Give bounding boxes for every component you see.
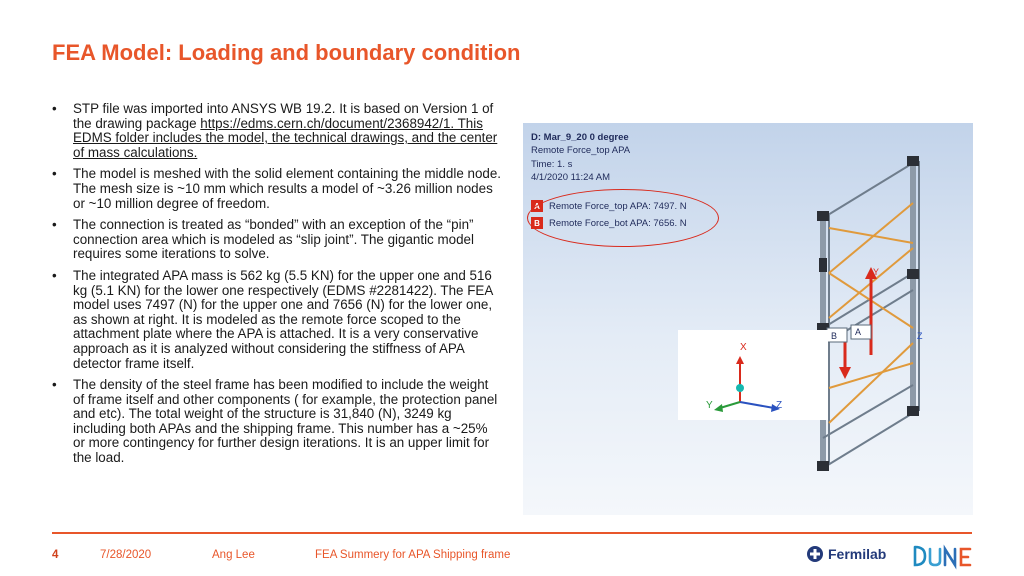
analysis-datetime: 4/1/2020 11:24 AM bbox=[531, 172, 611, 184]
footer-divider bbox=[52, 532, 972, 534]
legend-key-b: B bbox=[531, 217, 543, 229]
footer-title: FEA Summery for APA Shipping frame bbox=[315, 549, 511, 561]
model-label-b: B bbox=[831, 331, 838, 341]
fermilab-logo bbox=[806, 545, 886, 563]
fermilab-wordmark: Fermilab bbox=[828, 546, 887, 562]
bullet-item bbox=[52, 378, 502, 466]
bullet-text: STP file was imported into ANSYS WB 19.2. It is based on Version 1 of the drawing package bbox=[73, 101, 494, 131]
bullet-text: The density of the steel frame has been modified to include the weight of frame itself and other components ( for example, the protection panel and etc). The total weight of the structure is 31,840 (N), 3249 kg including both APAs and the shipping frame. This number has a ~25% or more contingency for further design iterations. It is an upper limit for the load. bbox=[73, 377, 498, 466]
dune-logo bbox=[912, 541, 974, 571]
legend-label-b: Remote Force_bot APA: 7656. N bbox=[549, 217, 687, 229]
model-label-y: Y bbox=[873, 267, 880, 277]
edms-link[interactable]: https://edms.cern.ch/document/2368942/1. This EDMS folder includes the model, the technical drawings, and the center of mass calculations. bbox=[73, 115, 498, 160]
model-label-a: A bbox=[855, 327, 862, 337]
model-label-z: Z bbox=[917, 331, 923, 341]
page-number: 4 bbox=[52, 549, 59, 561]
triad-y-label: Y bbox=[706, 400, 713, 411]
legend-label-a: Remote Force_top APA: 7497. N bbox=[549, 200, 687, 212]
triad-z-label: Z bbox=[776, 400, 783, 411]
analysis-header: D: Mar_9_20 0 degree bbox=[531, 132, 629, 143]
legend-highlight-ellipse bbox=[527, 189, 719, 247]
bullet-list bbox=[52, 102, 502, 473]
bullet-text: The integrated APA mass is 562 kg (5.5 KN) for the upper one and 516 kg (5.1 KN) for the lower one respectively (EDMS #2281422). The FEA model uses 7497 (N) for the upper one and 7656 (N) for the lower one, as shown at right. It is modeled as the remote force scoped to the attachment plate where the APA is attached. It is a very conservative approach as it is analyzed without considering the stiffness of APA detector frame itself. bbox=[73, 267, 493, 371]
bullet-item bbox=[52, 167, 502, 211]
fea-model-figure bbox=[523, 123, 973, 515]
triad-x-label: X bbox=[740, 342, 747, 353]
bullet-text: The model is meshed with the solid element containing the middle node. The mesh size is ~10 mm which results a model of ~3.26 million nodes or ~10 million degree of freedom. bbox=[73, 166, 502, 211]
legend-key-a: A bbox=[531, 200, 543, 212]
bullet-item bbox=[52, 218, 502, 262]
bullet-item bbox=[52, 269, 502, 371]
figure-info bbox=[531, 131, 630, 185]
analysis-subtitle: Remote Force_top APA bbox=[531, 145, 631, 157]
analysis-time: Time: 1. s bbox=[531, 158, 573, 170]
fermilab-mark-icon bbox=[806, 545, 824, 563]
slide-title: FEA Model: Loading and boundary condition bbox=[52, 40, 521, 65]
bullet-text: The connection is treated as “bonded” with an exception of the “pin” connection area which is modeled as “slip joint”. The gigantic model requires some iterations to solve. bbox=[73, 217, 474, 262]
axis-triad bbox=[678, 330, 828, 420]
footer-author: Ang Lee bbox=[212, 549, 255, 561]
triad-axes-icon bbox=[678, 330, 828, 420]
bullet-item bbox=[52, 102, 502, 160]
footer-date: 7/28/2020 bbox=[100, 549, 152, 561]
